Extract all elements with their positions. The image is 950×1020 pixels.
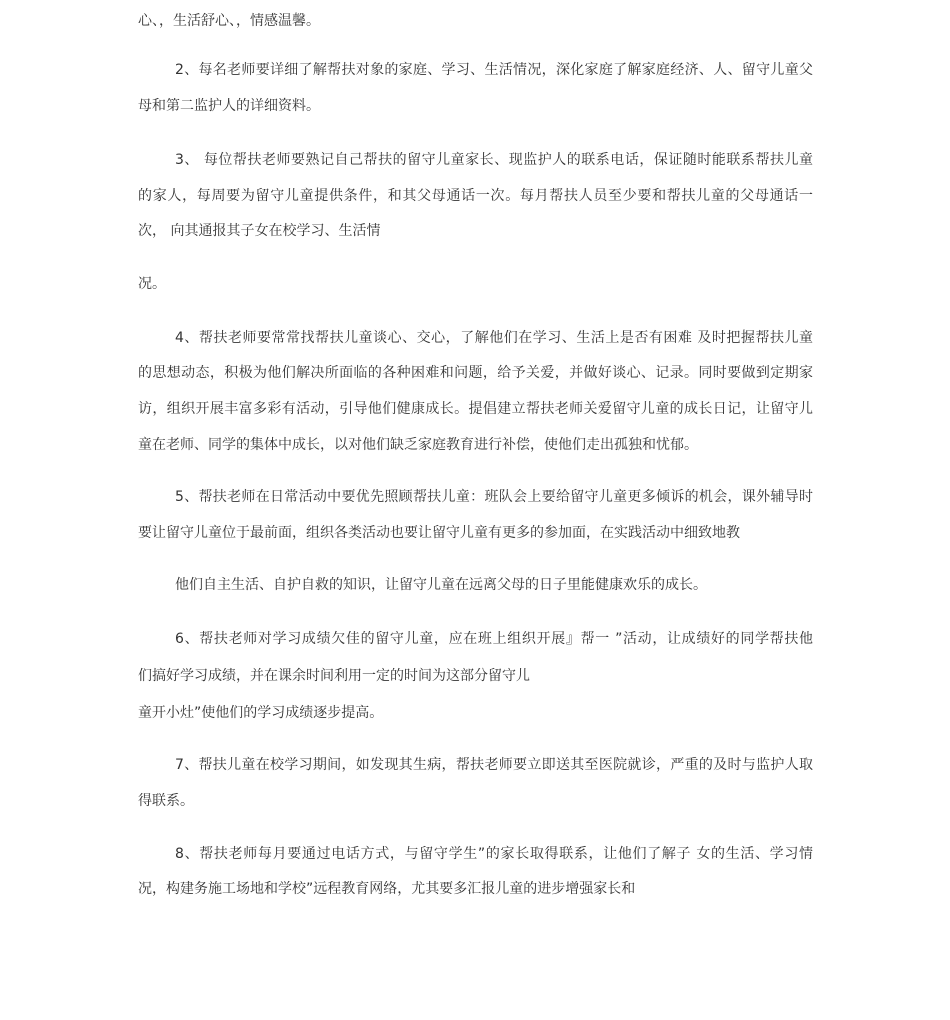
paragraph-3-line-4: 况。 bbox=[138, 276, 166, 292]
paragraph-3-line-2: 的家人，每周要为留守儿童提供条件，和其父母通话一次。每月帮扶人员至少要和帮扶儿童的父母通话一 bbox=[138, 188, 813, 204]
paragraph-5-line-1: 5、帮扶老师在日常活动中要优先照顾帮扶儿童：班队会上要给留守儿童更多倾诉的机会，课外辅导时 bbox=[175, 489, 813, 505]
paragraph-8-line-2: 况，构建务施工场地和学校”远程教育网络，尤其要多汇报儿童的进步增强家长和 bbox=[138, 881, 636, 897]
paragraph-5-line-2: 要让留守儿童位于最前面，组织各类活动也要让留守儿童有更多的参加面，在实践活动中细致地教 bbox=[138, 525, 740, 541]
paragraph-4-line-1: 4、帮扶老师要常常找帮扶儿童谈心、交心，了解他们在学习、生活上是否有困难 及时把握帮扶儿童 bbox=[175, 330, 813, 346]
paragraph-2-line-1: 2、每名老师要详细了解帮扶对象的家庭、学习、生活情况，深化家庭了解家庭经济、人、留守儿童父 bbox=[175, 62, 813, 78]
paragraph-4-line-3: 访，组织开展丰富多彩有活动，引导他们健康成长。提倡建立帮扶老师关爱留守儿童的成长日记，让留守儿 bbox=[138, 401, 813, 417]
paragraph-7-line-1: 7、帮扶儿童在校学习期间，如发现其生病，帮扶老师要立即送其至医院就诊，严重的及时与监护人取 bbox=[175, 757, 813, 773]
paragraph-5-line-3: 他们自主生活、自护自救的知识，让留守儿童在远离父母的日子里能健康欢乐的成长。 bbox=[175, 577, 707, 593]
paragraph-6-line-3: 童开小灶”使他们的学习成绩逐步提高。 bbox=[138, 705, 384, 721]
paragraph-3-line-3: 次， 向其通报其子女在校学习、生活情 bbox=[138, 223, 381, 239]
paragraph-8-line-1: 8、帮扶老师每月要通过电话方式，与留守学生”的家长取得联系，让他们了解子 女的生活、学习情 bbox=[175, 846, 813, 862]
paragraph-3-line-1: 3、 每位帮扶老师要熟记自己帮扶的留守儿童家长、现监护人的联系电话，保证随时能联系帮扶儿童 bbox=[175, 152, 813, 168]
text-line: 心、，生活舒心、，情感温馨。 bbox=[138, 13, 320, 29]
paragraph-2-line-2: 母和第二监护人的详细资料。 bbox=[138, 98, 320, 114]
paragraph-4-line-4: 童在老师、同学的集体中成长，以对他们缺乏家庭教育进行补偿，使他们走出孤独和忧郁。 bbox=[138, 437, 698, 453]
paragraph-4-line-2: 的思想动态，积极为他们解决所面临的各种困难和问题，给予关爱，并做好谈心、记录。同时要做到定期家 bbox=[138, 365, 813, 381]
paragraph-6-line-1: 6、帮扶老师对学习成绩欠佳的留守儿童，应在班上组织开展』帮一 ”活动，让成绩好的同学帮扶他 bbox=[175, 631, 813, 647]
paragraph-7-line-2: 得联系。 bbox=[138, 793, 194, 809]
paragraph-6-line-2: 们搞好学习成绩，并在课余时间利用一定的时间为这部分留守儿 bbox=[138, 668, 530, 684]
